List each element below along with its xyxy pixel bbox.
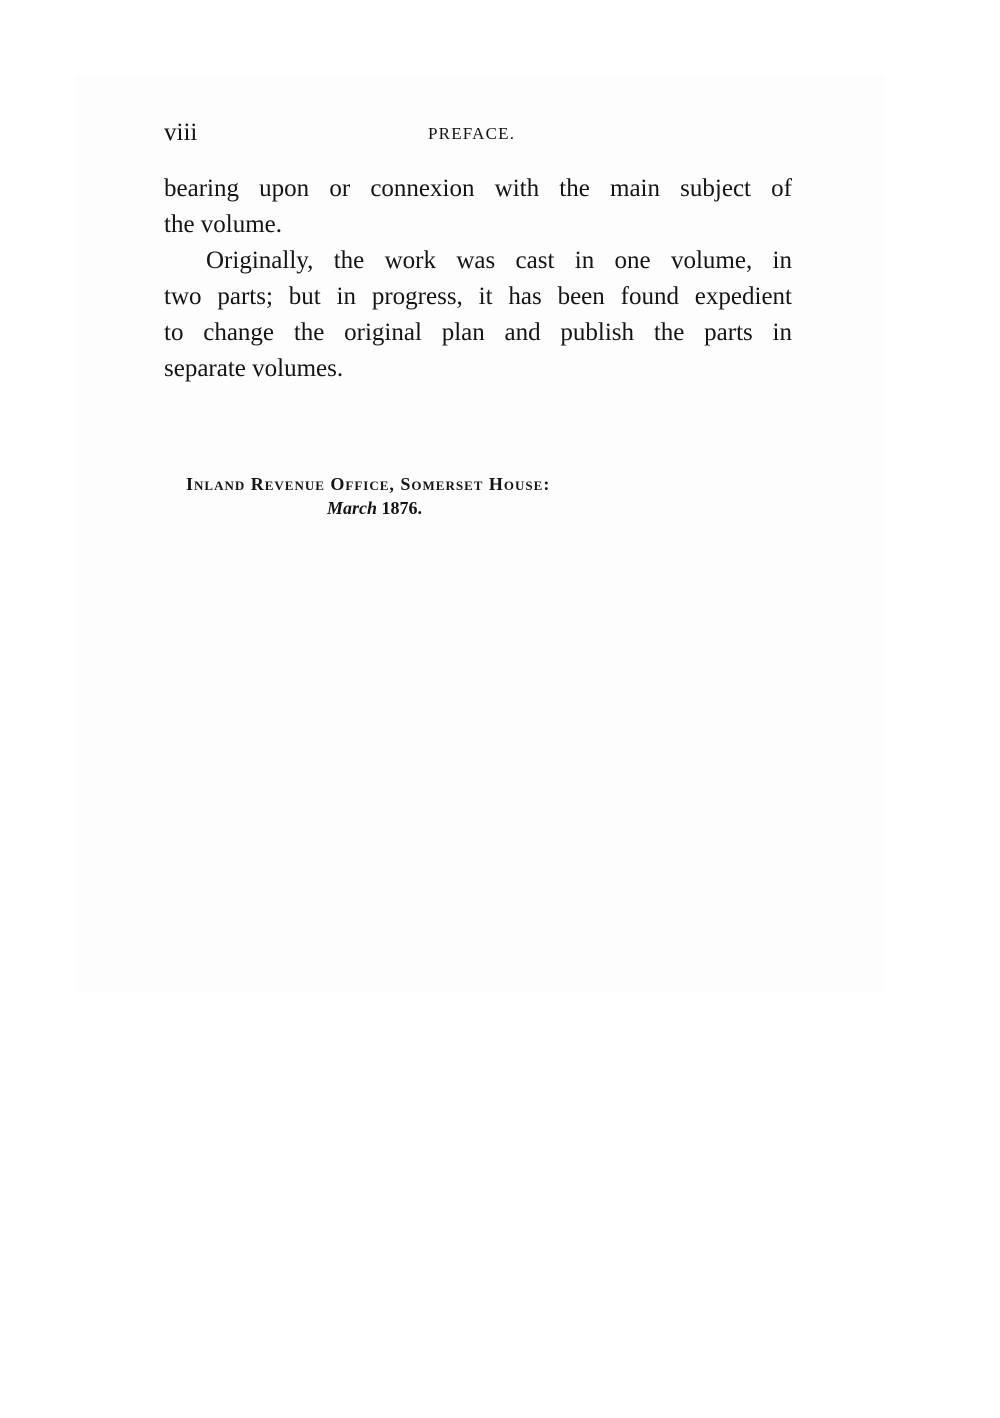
paragraph-1 (164, 171, 792, 243)
signature-year: 1876. (381, 498, 423, 518)
text-line: to change the original plan and publish the parts in (164, 319, 792, 346)
page-number: viii (164, 119, 198, 146)
preface-body (164, 171, 792, 387)
text-line: two parts; but in progress, it has been found expedient (164, 283, 792, 310)
signature-date (186, 496, 606, 520)
text-line: bearing upon or connexion with the main subject of (164, 175, 792, 202)
running-head (164, 118, 792, 148)
signature-month: March (327, 498, 378, 518)
running-head-title: PREFACE. (428, 124, 516, 143)
text-line: Originally, the work was cast in one volume, in (206, 247, 792, 274)
paragraph-2 (164, 243, 792, 387)
text-line: separate volumes. (164, 355, 344, 382)
signature-block (186, 472, 606, 520)
signature-place: Inland Revenue Office, Somerset House: (186, 474, 551, 494)
text-line: the volume. (164, 211, 283, 238)
